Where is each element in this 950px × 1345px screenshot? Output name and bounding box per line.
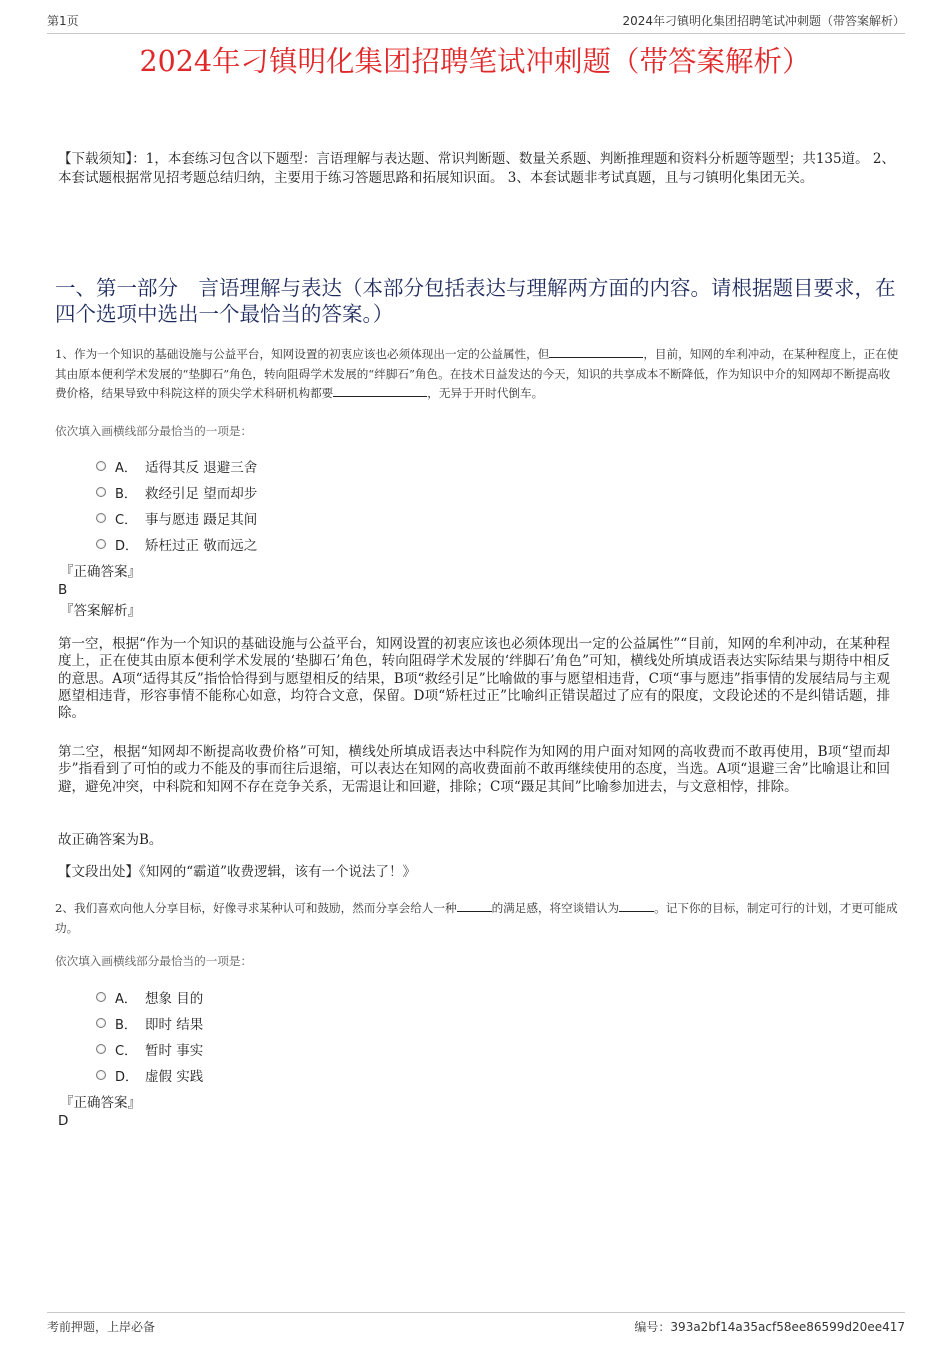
section-heading: 一、第一部分 言语理解与表达（本部分包括表达与理解两方面的内容。请根据题目要求，在四个选项中选出一个最恰当的答案。） xyxy=(55,276,896,326)
q1-option-d[interactable]: D． 矫枉过正 敬而远之 xyxy=(96,531,257,557)
q1-options xyxy=(96,453,257,557)
q1-answer-label: 『正确答案』 xyxy=(60,564,141,580)
page-header xyxy=(47,14,905,34)
footer-code-label: 编号： xyxy=(634,1320,671,1334)
option-text: 虚假 实践 xyxy=(145,1069,204,1085)
q1-option-c[interactable]: C． 事与愿违 蹑足其间 xyxy=(96,505,257,531)
q1-answer: B xyxy=(58,582,68,598)
q1-analysis-paragraph-2: 第二空，根据“知网却不断提高收费价格”可知，横线处所填成语表达中科院作为知网的用户面对知网的高收费而不敢再使用，B项“望而却步”指看到了可怕的或力不能及的事而往后退缩，可以表达在知网的高收费面前不敢再继续使用的态度，当选。A项“退避三舍”比喻退让和回避，避免冲突，中科院和知网不存在竞争关系，无需退让和回避，排除；C项“蹑足其间”比喻参加进去，与文意相悖，排除。 xyxy=(58,744,890,795)
option-text: 想象 目的 xyxy=(145,991,204,1007)
q1-blank-2 xyxy=(333,385,427,397)
q1-option-b[interactable]: B． 救经引足 望而却步 xyxy=(96,479,257,505)
q1-text-a: 1、作为一个知识的基础设施与公益平台，知网设置的初衷应该也必须体现出一定的公益属性，但 xyxy=(55,347,550,361)
q1-source: 【文段出处】《知网的“霸道”收费逻辑，该有一个说法了！》 xyxy=(58,864,417,880)
q2-answer: D xyxy=(58,1113,69,1129)
radio-icon[interactable] xyxy=(96,487,106,497)
q1-analysis-paragraph-1: 第一空，根据“作为一个知识的基础设施与公益平台，知网设置的初衷应该也必须体现出一定的公益属性”“目前，知网的牟利冲动，在某种程度上，正在使其由原本便利学术发展的‘垫脚石’角色，转向阻碍学术发展的‘绊脚石’角色”可知，横线处所填成语表达实际结果与期待中相反的意思。A项“适得其反”指恰恰得到与愿望相反的结果，B项“救经引足”比喻做的事与愿望相违背，C项“事与愿违”指事情的发展结局与主观愿望相违背，形容事情不能称心如意，均符合文意，保留。D项“矫枉过正”比喻纠正错误超过了应有的限度，文段论述的不是纠错话题，排除。 xyxy=(58,636,890,722)
radio-icon[interactable] xyxy=(96,992,106,1002)
radio-icon[interactable] xyxy=(96,1070,106,1080)
option-text: 事与愿违 蹑足其间 xyxy=(145,512,258,528)
q2-text-a: 2、我们喜欢向他人分享目标，好像寻求某种认可和鼓励，然而分享会给人一种 xyxy=(55,901,457,915)
q1-analysis-label: 『答案解析』 xyxy=(60,603,141,619)
footer-code-value: 393a2bf14a35acf58ee86599d20ee417 xyxy=(670,1320,905,1334)
q1-analysis-conclusion: 故正确答案为B。 xyxy=(58,832,163,848)
question-2-stem xyxy=(55,899,900,938)
q2-option-c[interactable]: C． 暂时 事实 xyxy=(96,1036,203,1062)
q2-text-b: 的满足感，将空谈错认为 xyxy=(491,901,620,915)
document-title: 2024年刁镇明化集团招聘笔试冲刺题（带答案解析） xyxy=(139,45,811,78)
q2-answer-label: 『正确答案』 xyxy=(60,1095,141,1111)
q1-option-a[interactable]: A． 适得其反 退避三舍 xyxy=(96,453,257,479)
radio-icon[interactable] xyxy=(96,539,106,549)
header-doc-title: 2024年刁镇明化集团招聘笔试冲刺题（带答案解析） xyxy=(622,14,905,28)
page-number: 第1页 xyxy=(47,14,79,28)
q2-instruction: 依次填入画横线部分最恰当的一项是： xyxy=(55,954,253,968)
q1-instruction: 依次填入画横线部分最恰当的一项是： xyxy=(55,424,253,438)
footer-slogan: 考前押题，上岸必备 xyxy=(47,1320,156,1334)
q2-option-a[interactable]: A． 想象 目的 xyxy=(96,984,203,1010)
option-text: 即时 结果 xyxy=(145,1017,204,1033)
option-text: 矫枉过正 敬而远之 xyxy=(145,538,258,554)
q2-blank-1 xyxy=(457,900,492,912)
q2-blank-2 xyxy=(619,900,654,912)
footer-code xyxy=(634,1320,905,1334)
radio-icon[interactable] xyxy=(96,513,106,523)
page-footer xyxy=(47,1312,905,1334)
radio-icon[interactable] xyxy=(96,1018,106,1028)
option-text: 暂时 事实 xyxy=(145,1043,204,1059)
download-notice: 【下载须知】：1，本套练习包含以下题型：言语理解与表达题、常识判断题、数量关系题、判断推理题和资料分析题等题型；共135道。 2、本套试题根据常见招考题总结归纳，主要用于练习答题思路和拓展知识面。 3、本套试题非考试真题，且与刁镇明化集团无关。 xyxy=(58,151,895,186)
option-text: 救经引足 望而却步 xyxy=(145,486,258,502)
q1-text-b: ，目前，知网的牟利冲动，在某种程度上，正在使其由原本便利学术发展的“垫脚石”角色，转向阻碍学术发展的“绊脚石”角色。在技术日益发达的今天，知识的共享成本不断降低，作为知识中介的知网却不断提高收费价格，结果导致中科院这样的顶尖学术科研机构都要 xyxy=(55,347,899,401)
radio-icon[interactable] xyxy=(96,1044,106,1054)
option-text: 适得其反 退避三舍 xyxy=(145,460,258,476)
q2-text-c: 。记下你的目标，制定可行的计划，才更可能成功。 xyxy=(55,901,898,935)
question-1-stem xyxy=(55,345,900,404)
q2-option-b[interactable]: B． 即时 结果 xyxy=(96,1010,203,1036)
radio-icon[interactable] xyxy=(96,461,106,471)
q1-text-c: ，无异于开时代倒车。 xyxy=(427,386,544,401)
q2-options xyxy=(96,984,203,1088)
q2-option-d[interactable]: D． 虚假 实践 xyxy=(96,1062,203,1088)
q1-blank-1 xyxy=(549,346,643,358)
